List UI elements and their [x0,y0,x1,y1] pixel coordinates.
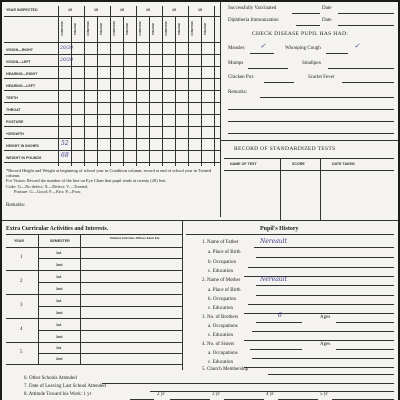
disease-check-title: CHECK DISEASE PUPIL HAS HAD: [252,31,349,37]
row-posture: POSTURE [6,120,24,124]
sisters-label: 4. No. of Sisters [202,342,235,347]
tests-col-score: SCORE [292,162,305,166]
vaccination-remarks-label: Remarks: [228,90,248,95]
row-vision-left: VISION—LEFT [6,60,31,64]
brothers-count: 6 [278,312,282,319]
extra-year-3: 3 [20,303,23,308]
chicken-pox-label: Chicken Pox [228,75,254,80]
smallpox-label: Smallpox [302,61,322,66]
year-col-2: 19 [94,8,98,12]
year-inspected-label: YEAR INSPECTED [6,8,38,12]
measles-label: Measles [228,46,245,51]
attitude-label: 8. Attitude Toward his Work: 1 yr [24,392,92,397]
footnote-code: Code: G—No defect; X—Defect; V—Treated. [6,183,89,189]
other-schools-label: 6. Other Schools Attended [24,376,77,381]
sem-1-2: 2nd [56,263,63,267]
scarlet-fever-label: Scarlet Fever [308,75,335,80]
attitude-yr3: 3 yr [212,392,220,397]
condition-label: CONDITION [61,21,64,37]
row-teeth: TEETH [6,96,18,100]
brothers-occupations-label: a. Occupations [208,324,238,329]
treated-label: TREATED [74,22,77,36]
mother-education-label: c. Education [208,306,233,311]
row-hearing-right: HEARING—RIGHT [6,72,38,76]
father-birthplace-label: a. Place of Birth [208,250,241,255]
hw-weight: 68 [61,152,69,159]
treated-label: TREATED [152,22,155,36]
year-col-6: 19 [198,8,202,12]
row-hearing-left: HEARING—LEFT [6,84,36,88]
diphtheria-label: Diphtheria Immunization [228,18,279,23]
mumps-label: Mumps [228,61,244,66]
mother-name: Nereault [260,276,287,283]
attitude-yr2: 2 yr [157,392,165,397]
year-col-4: 19 [146,8,150,12]
condition-label: CONDITION [87,21,90,37]
footnote-posture: Posture: G—Good; F—Fair; P—Poor. [14,188,82,194]
whooping-check: ✓ [354,42,360,50]
row-growth: *GROWTH [6,132,24,136]
father-education-label: c. Education [208,269,233,274]
brothers-ages-label: Ages [320,315,331,320]
sem-5-1: 1st [56,346,62,350]
hw-vision-left: 20/20 [60,58,73,63]
date-leaving-label: 7. Date of Leaving Last School Attended [24,384,106,389]
father-label: 1. Name of Father [202,240,239,245]
row-throat: THROAT [6,108,21,112]
row-height: HEIGHT IN INCHES [6,144,39,148]
vaccinated-label: Successfully Vaccinated [228,6,277,11]
sem-3-1: 1st [56,299,62,303]
measles-check: ✓ [260,42,266,50]
father-name: Nereault [260,238,287,245]
father-occupation-label: b. Occupation [208,260,237,265]
treated-label: TREATED [100,22,103,36]
whooping-cough-label: Whooping Cough [285,46,321,51]
sem-4-2: 2nd [56,335,63,339]
treated-label: TREATED [204,22,207,36]
extra-title: Extra Curricular Activities and Interests. [6,226,109,232]
year-col-5: 19 [172,8,176,12]
sem-2-2: 2nd [56,287,63,291]
treated-label: TREATED [126,22,129,36]
attitude-yr4: 4 yr [266,392,274,397]
hw-height: 52 [61,140,69,147]
church-label: 5. Church Membership [202,367,249,372]
footnote-height-weight: *Record Height and Weight at beginning of school year in Condition column; record at end of school year in Treated column. [6,168,212,179]
mother-label: 2. Name of Mother [202,278,241,283]
sem-1-1: 1st [56,251,62,255]
extra-col-semester: SEMESTER [50,239,70,243]
sisters-ages-label: Ages [320,342,331,347]
condition-label: CONDITION [139,21,142,37]
sem-3-2: 2nd [56,311,63,315]
grid-remarks-label: Remarks: [6,203,26,208]
sem-2-1: 1st [56,275,62,279]
tests-col-date: DATE TAKEN [332,162,355,166]
brothers-label: 3. No. of Brothers [202,315,239,320]
mother-occupation-label: b. Occupation [208,297,237,302]
condition-label: CONDITION [113,21,116,37]
hw-vision-right: 20/20 [60,46,73,51]
condition-label: CONDITION [191,21,194,37]
year-col-1: 19 [68,8,72,12]
sisters-occupations-label: a. Occupations [208,351,238,356]
sem-4-1: 1st [56,323,62,327]
brothers-education-label: c. Education [208,333,233,338]
sem-5-2: 2nd [56,357,63,361]
extra-year-5: 5 [20,350,23,355]
row-weight: WEIGHT IN POUNDS [6,156,42,160]
attitude-yr5: 5 yr [320,392,328,397]
vaccinated-date-label: Date [322,6,332,11]
diphtheria-date-label: Date [322,18,332,23]
condition-label: CONDITION [165,21,168,37]
tests-title: RECORD OF STANDARDIZED TESTS [234,146,336,152]
extra-year-2: 2 [20,279,23,284]
row-vision-right: VISION—RIGHT [6,48,33,52]
year-col-3: 19 [120,8,124,12]
extra-year-1: 1 [20,255,23,260]
record-card [2,2,398,400]
extra-year-4: 4 [20,327,23,332]
tests-col-name: NAME OF TEST [230,162,257,166]
sisters-education-label: c. Education [208,360,233,365]
footnote-vision: For Vision: Record the number of the line on Eye Chart that pupil reads at twenty (20) feet. [6,178,167,184]
treated-label: TREATED [178,22,181,36]
mother-birthplace-label: a. Place of Birth [208,288,241,293]
extra-col-year: YEAR [14,239,24,243]
history-title: Pupil's History [260,226,299,232]
extra-col-activities: Student Activities Offices Each Etc. [109,236,161,240]
